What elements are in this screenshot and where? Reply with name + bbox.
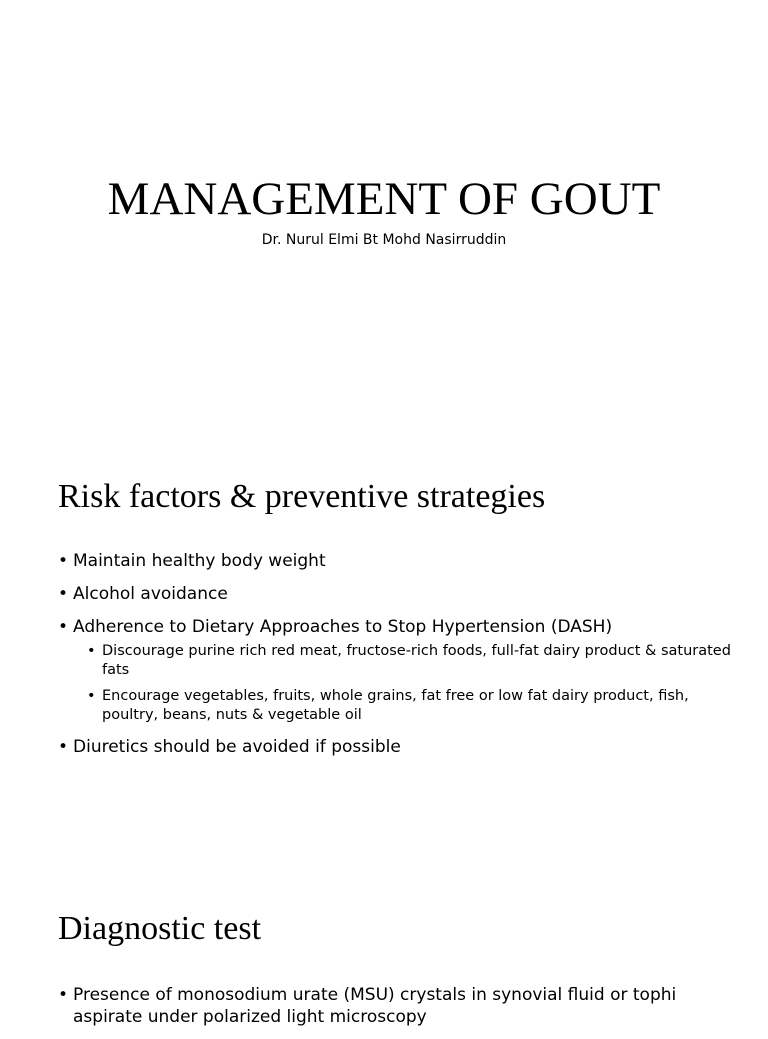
bullet-item: [56, 984, 736, 1028]
bullet-item: [56, 736, 736, 758]
bullet-item: [56, 583, 736, 605]
sub-bullet-item: [85, 687, 736, 725]
sub-bullet-text: Encourage vegetables, fruits, whole grains, fat free or low fat dairy product, fish, poultry, beans, nuts & vegetable oil: [102, 688, 689, 723]
sub-bullet-text: Discourage purine rich red meat, fructose-rich foods, full-fat dairy product & saturated fats: [102, 643, 731, 678]
slide-diagnostic-test: [0, 864, 768, 1027]
bullet-item: [56, 616, 736, 725]
diag-bullet-list: [56, 984, 736, 1039]
slide-risk-factors: [0, 432, 768, 864]
bullet-text: Adherence to Dietary Approaches to Stop Hypertension (DASH): [73, 617, 613, 637]
presentation-title: MANAGEMENT OF GOUT: [107, 173, 661, 225]
bullet-text: Diuretics should be avoided if possible: [73, 737, 401, 757]
diag-slide-title: Diagnostic test: [58, 910, 262, 947]
slide-title: [0, 0, 768, 432]
bullet-text: Maintain healthy body weight: [73, 551, 326, 571]
risk-slide-title: Risk factors & preventive strategies: [58, 478, 546, 515]
sub-bullet-item: [85, 642, 736, 680]
bullet-text: Alcohol avoidance: [73, 584, 228, 604]
risk-bullet-list: [56, 550, 736, 769]
bullet-item: [56, 550, 736, 572]
dash-sub-list: [73, 642, 736, 725]
bullet-text: Presence of monosodium urate (MSU) crystals in synovial fluid or tophi aspirate under polarized light microscopy: [73, 985, 677, 1027]
author-name: Dr. Nurul Elmi Bt Mohd Nasirruddin: [261, 232, 507, 248]
